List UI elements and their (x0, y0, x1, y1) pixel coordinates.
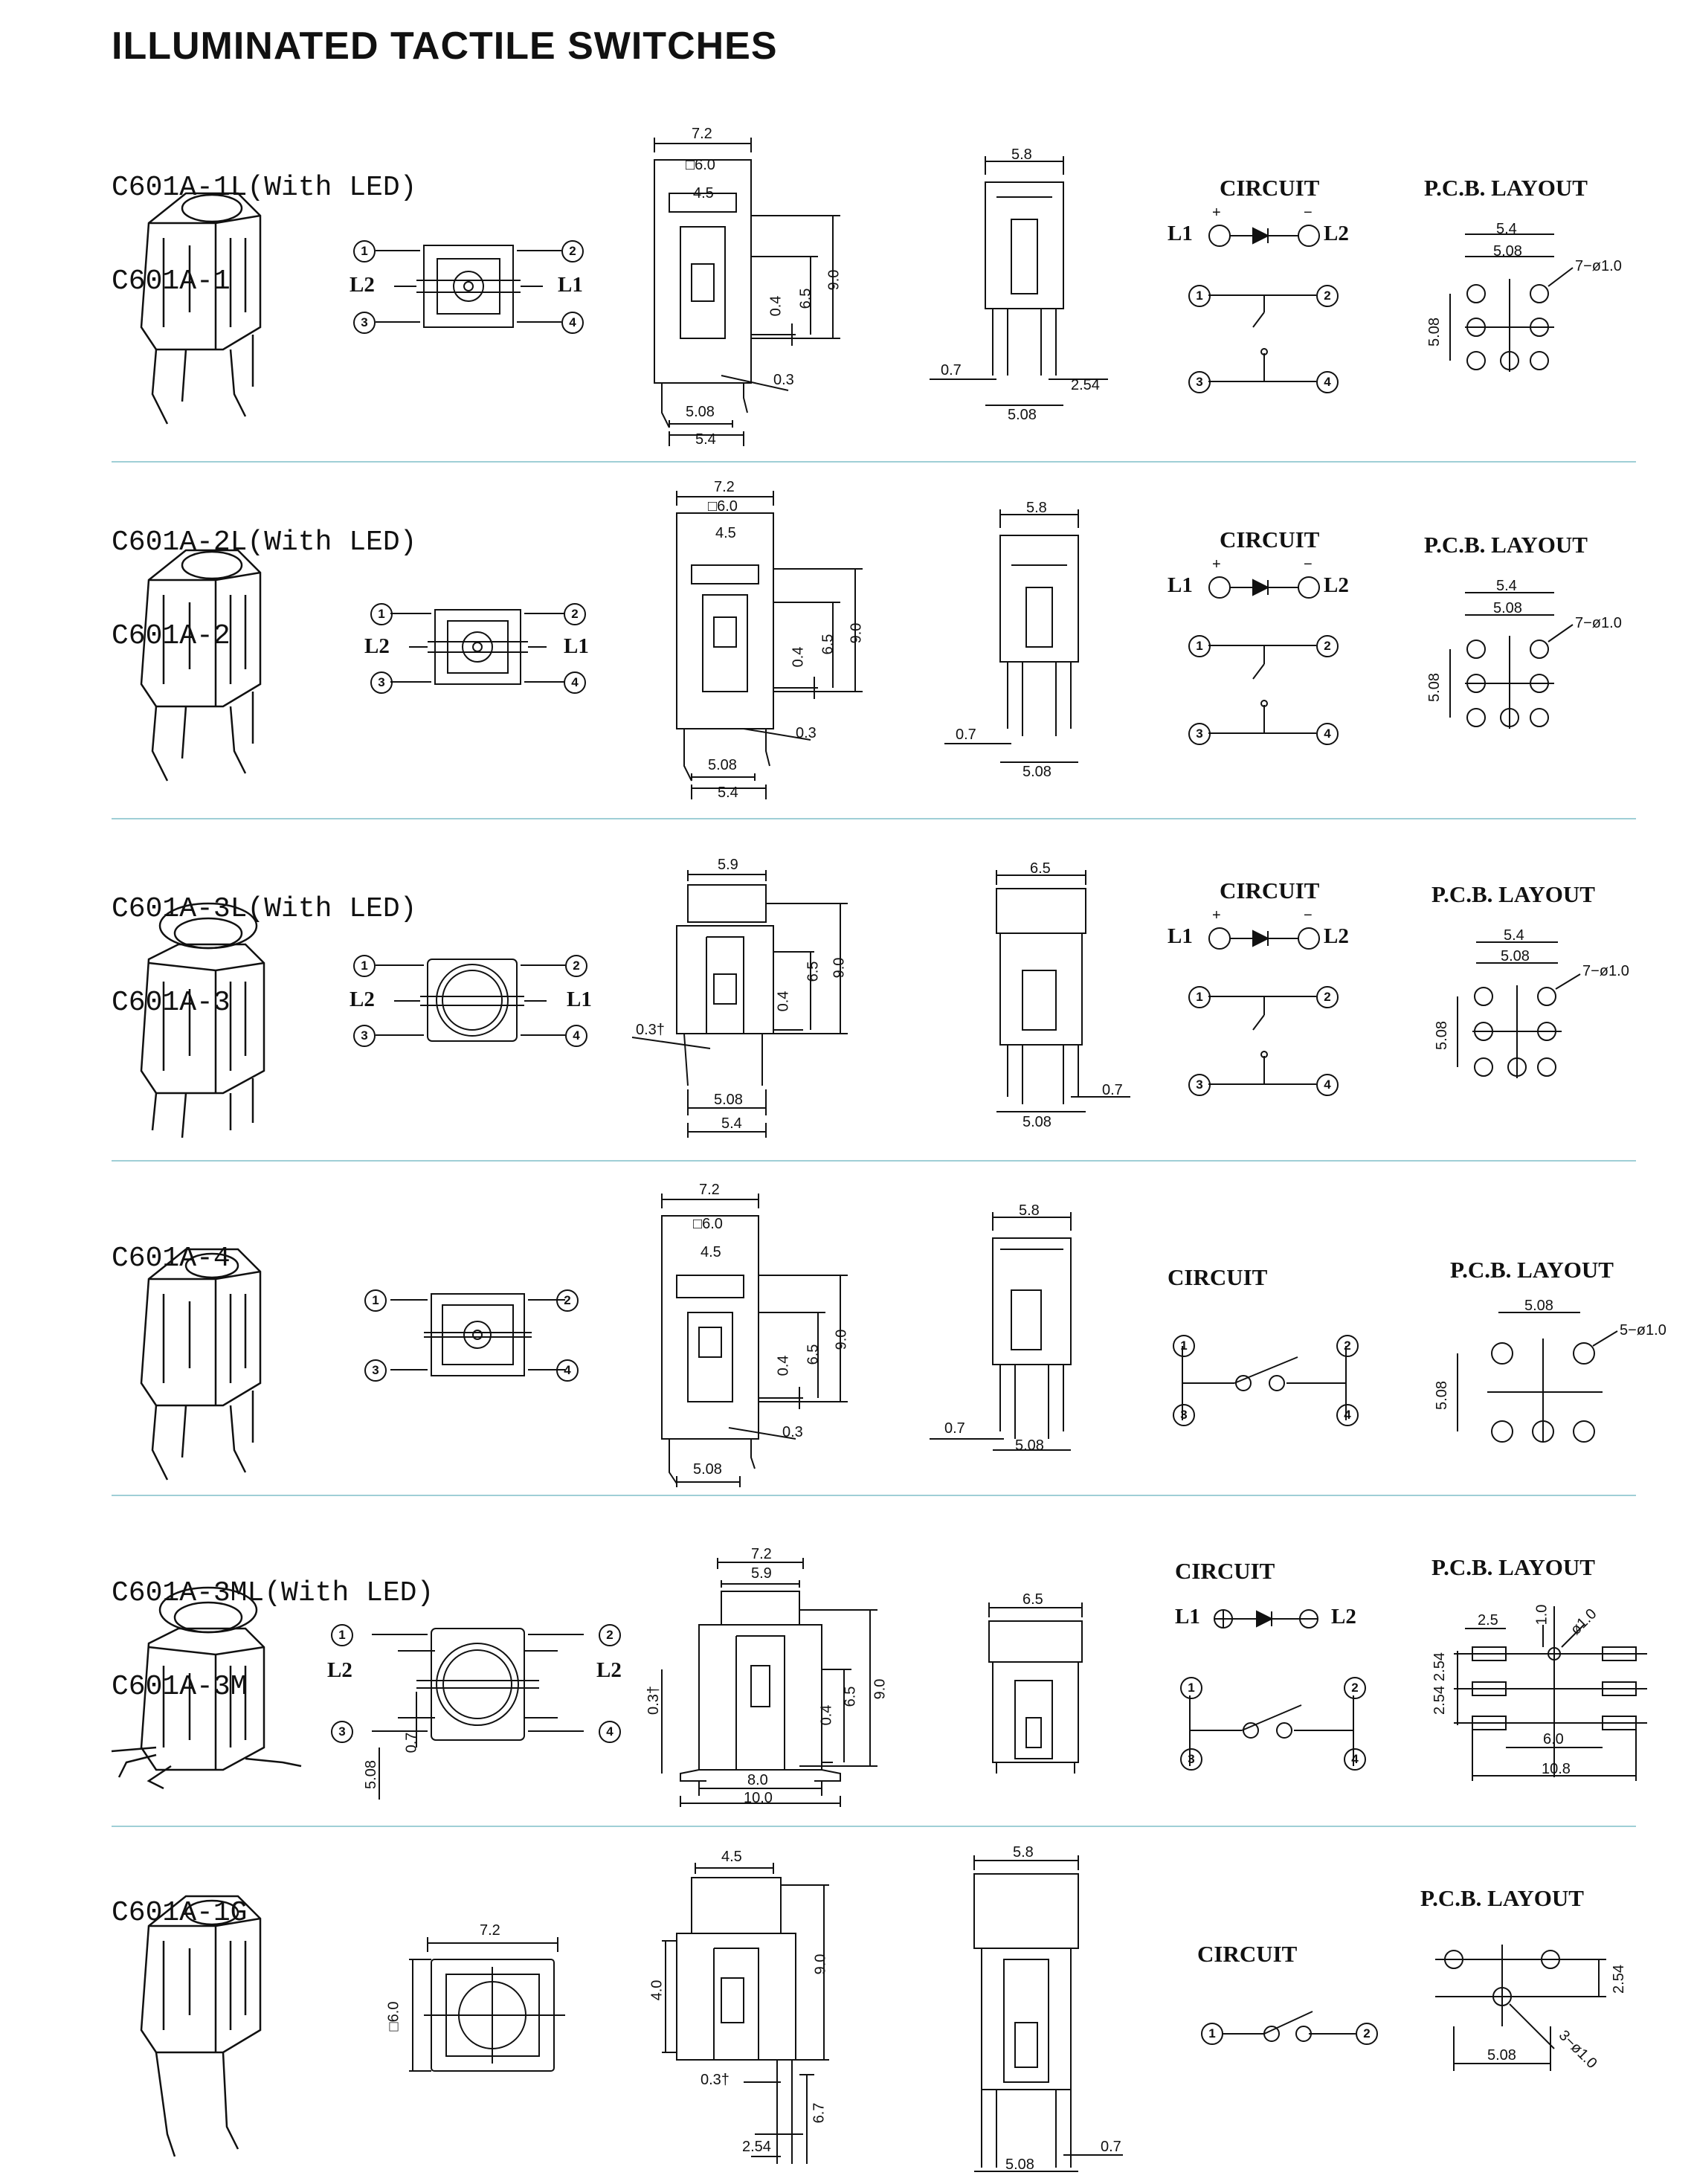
dim-pin-offset: 0.7 (956, 727, 976, 743)
l2-label: L2 (1331, 1605, 1356, 1629)
dim-holes: 7−ø1.0 (1575, 615, 1622, 631)
pin-3-label: 3 (1188, 1074, 1211, 1096)
dim-pin-spacing: 5.08 (362, 1760, 379, 1789)
circuit-title: CIRCUIT (1220, 175, 1320, 201)
pin-2-label: 2 (1316, 635, 1339, 657)
dim-angle: 0.3† (636, 1022, 665, 1038)
dim-height: 5.08 (1433, 1021, 1450, 1050)
dim-base-width: 5.4 (718, 785, 738, 801)
dim-width-outer: 5.4 (1496, 578, 1517, 594)
pin-4-label: 4 (556, 1359, 579, 1382)
model-line: C601A-3 (112, 987, 231, 1019)
dim-width: 5.08 (1524, 1298, 1553, 1314)
dim-width-outer: 5.4 (1496, 221, 1517, 237)
dim-width-total: 7.2 (714, 479, 735, 495)
dim-height-cap: 4.0 (648, 1980, 666, 2001)
dim-height-total: 9.0 (872, 1678, 889, 1700)
pin-2-label: 2 (599, 1624, 621, 1646)
dim-height-mid: 6.5 (797, 288, 814, 309)
model-line: C601A-2 (112, 620, 231, 652)
dim-height-total: 9.0 (825, 269, 843, 291)
front-view (632, 857, 855, 1145)
pin-1-label: 1 (1188, 635, 1211, 657)
dim-pitch-2: 2.54 (1431, 1686, 1448, 1715)
dim-width-inner: 5.08 (1493, 243, 1522, 260)
dim-pin-offset: 0.7 (941, 362, 962, 379)
dim-width-inner: 4.5 (693, 185, 714, 202)
pin-3-label: 3 (353, 1025, 376, 1047)
pin-2-label: 2 (564, 603, 586, 625)
dim-height-mid: 6.5 (805, 961, 822, 982)
dim-pin-spacing: 5.08 (1015, 1437, 1044, 1454)
dim-inner-width: 6.0 (1543, 1731, 1564, 1747)
pin-2-label: 2 (561, 240, 584, 262)
l1-label: L1 (1175, 1605, 1200, 1629)
pin-1-label: 1 (1173, 1335, 1195, 1357)
dim-width: 6.5 (1030, 860, 1051, 877)
dim-pin-spacing: 8.0 (747, 1772, 768, 1788)
plus-label: + (1212, 204, 1221, 221)
dim-height-mid: 6.5 (819, 634, 837, 655)
pcb-title: P.C.B. LAYOUT (1424, 532, 1588, 558)
dim-holes: 7−ø1.0 (1575, 258, 1622, 274)
dim-pin-spacing: 5.08 (686, 404, 715, 420)
model-line: C601A-2L(With LED) (112, 526, 417, 558)
pin-4-label: 4 (561, 312, 584, 334)
top-view (364, 1286, 595, 1383)
dim-width-total: 7.2 (692, 126, 712, 142)
front-view (640, 126, 863, 450)
dim-width-total: 7.2 (699, 1182, 720, 1198)
dim-height-small: 0.4 (775, 990, 792, 1012)
dim-pitch: 2.54 (1610, 1965, 1627, 1994)
l2-label: L2 (1324, 924, 1349, 948)
pin-1-label: 1 (1201, 2023, 1223, 2045)
minus-label: − (1304, 204, 1313, 221)
dim-height-total: 9.0 (848, 622, 865, 644)
top-view (387, 1922, 610, 2086)
dim-angle: 0.3 (782, 1424, 803, 1440)
dim-width-inner: 4.5 (715, 525, 736, 541)
l2-label: L2 (350, 988, 375, 1011)
pin-1-label: 1 (331, 1624, 353, 1646)
l2-label: L2 (1324, 222, 1349, 245)
l1-label: L1 (1168, 573, 1193, 597)
pcb-layout (1405, 175, 1629, 376)
pin-1-label: 1 (364, 1289, 387, 1312)
isometric-view (134, 892, 283, 1145)
pcb-layout (1405, 532, 1629, 732)
dim-pin-spacing: 5.08 (1022, 1114, 1051, 1130)
dim-lead-height: 6.7 (811, 2102, 828, 2124)
pin-3-label: 3 (1173, 1404, 1195, 1426)
isometric-view (134, 1881, 283, 2164)
pin-2-label: 2 (1344, 1677, 1366, 1699)
l2-label-right: L2 (596, 1658, 622, 1682)
circuit-title: CIRCUIT (1168, 1264, 1268, 1290)
dim-pin-spacing: 5.08 (693, 1461, 722, 1478)
model-line: C601A-3L(With LED) (112, 893, 417, 925)
dim-width: 5.8 (1013, 1844, 1034, 1861)
pcb-layout (1424, 1554, 1669, 1792)
dim-pad-offset: 1.0 (1533, 1604, 1550, 1626)
front-view (647, 1182, 870, 1498)
dim-base-width: 5.4 (721, 1115, 742, 1132)
pin-1-label: 1 (370, 603, 393, 625)
pcb-layout (1428, 1257, 1688, 1450)
circuit-title: CIRCUIT (1175, 1558, 1275, 1584)
circuit-title: CIRCUIT (1220, 877, 1320, 903)
pin-3-label: 3 (331, 1721, 353, 1743)
plus-label: + (1212, 556, 1221, 573)
l2-label: L2 (350, 273, 375, 297)
pin-4-label: 4 (565, 1025, 587, 1047)
circuit-diagram (1194, 1941, 1387, 2052)
dim-height-mid: 6.5 (805, 1344, 822, 1365)
dim-height-small: 0.4 (767, 295, 785, 317)
pcb-title: P.C.B. LAYOUT (1424, 175, 1588, 201)
dim-pin-offset: 0.7 (403, 1732, 420, 1753)
pin-3-label: 3 (1188, 371, 1211, 393)
l1-label: L1 (567, 988, 592, 1011)
dim-height-total: 9.0 (833, 1329, 850, 1350)
circuit-title: CIRCUIT (1197, 1941, 1298, 1967)
pin-2-label: 2 (556, 1289, 579, 1312)
dim-pin-spacing: 5.08 (1008, 407, 1037, 423)
model-line: C601A-3M (112, 1671, 248, 1703)
pcb-title: P.C.B. LAYOUT (1431, 881, 1595, 907)
top-view (327, 1614, 640, 1807)
dim-height-total: 9.0 (812, 1953, 829, 1975)
isometric-view (134, 535, 283, 788)
dim-pin-spacing: 5.08 (1005, 2156, 1034, 2173)
dim-pin-offset: 0.7 (944, 1420, 965, 1437)
section-divider (112, 1495, 1636, 1496)
pin-4-label: 4 (564, 671, 586, 694)
pin-1-label: 1 (1188, 986, 1211, 1008)
pin-3-label: 3 (1188, 723, 1211, 745)
pin-4-label: 4 (1316, 371, 1339, 393)
pin-2-label: 2 (1356, 2023, 1378, 2045)
pin-1-label: 1 (353, 240, 376, 262)
pin-1-label: 1 (353, 955, 376, 977)
dim-width-square: □6.0 (686, 157, 715, 173)
section-divider (112, 461, 1636, 463)
dim-pin-spacing: 5.08 (714, 1092, 743, 1108)
top-view (364, 599, 595, 695)
dim-height: □6.0 (385, 2001, 402, 2032)
model-line: C601A-4 (112, 1243, 231, 1275)
section-divider (112, 1160, 1636, 1162)
model-line: C601A-1 (112, 265, 231, 297)
dim-width-square: □6.0 (708, 498, 738, 515)
minus-label: − (1304, 556, 1313, 573)
dim-pin-spacing: 5.08 (708, 757, 737, 773)
pin-3-label: 3 (370, 671, 393, 694)
front-view (662, 479, 885, 803)
pin-3-label: 3 (353, 312, 376, 334)
l1-label: L1 (558, 273, 583, 297)
pin-4-label: 4 (599, 1721, 621, 1743)
circuit-title: CIRCUIT (1220, 526, 1320, 553)
dim-pitch-1: 2.54 (1431, 1652, 1448, 1681)
dim-base-width: 10.0 (744, 1790, 773, 1806)
page-title: ILLUMINATED TACTILE SWITCHES (112, 25, 778, 68)
dim-width: 5.08 (1487, 2047, 1516, 2064)
dim-height: 5.08 (1433, 1381, 1450, 1410)
dim-height: 5.08 (1426, 318, 1443, 347)
dim-angle: 0.3† (645, 1686, 662, 1715)
dim-width: 6.5 (1022, 1591, 1043, 1608)
dim-pin-spacing: 2.54 (742, 2139, 771, 2155)
isometric-view (104, 1576, 312, 1792)
pin-4-label: 4 (1316, 1074, 1339, 1096)
dim-width: 5.8 (1011, 146, 1032, 163)
section-divider (112, 818, 1636, 819)
front-view (645, 1546, 892, 1811)
top-view (350, 234, 595, 338)
dim-holes: 5−ø1.0 (1620, 1322, 1666, 1339)
pcb-layout (1413, 1885, 1651, 2116)
isometric-view (134, 178, 283, 431)
pin-4-label: 4 (1316, 723, 1339, 745)
side-view (967, 1844, 1160, 2179)
top-view (350, 952, 595, 1048)
pcb-layout (1413, 881, 1636, 1082)
pin-2-label: 2 (1336, 1335, 1359, 1357)
side-view (982, 1591, 1101, 1777)
side-view (944, 500, 1138, 788)
dim-width-cap: 5.9 (751, 1565, 772, 1582)
dim-angle: 0.3† (701, 2072, 730, 2088)
pin-2-label: 2 (565, 955, 587, 977)
dim-width-total: 5.9 (718, 857, 738, 873)
dim-lead: 0.7 (1102, 1082, 1123, 1098)
dim-width: 4.5 (721, 1849, 742, 1865)
dim-outer-width: 10.8 (1542, 1761, 1571, 1777)
section-divider (112, 1826, 1636, 1827)
l2-label: L2 (364, 634, 390, 658)
dim-angle: 0.3 (796, 725, 817, 741)
dim-width: 7.2 (480, 1922, 500, 1939)
pcb-title: P.C.B. LAYOUT (1431, 1554, 1595, 1580)
l1-label: L1 (564, 634, 589, 658)
side-view (930, 146, 1123, 435)
dim-height-small: 0.4 (818, 1704, 835, 1726)
pcb-title: P.C.B. LAYOUT (1450, 1257, 1614, 1283)
dim-width-outer: 5.4 (1504, 927, 1524, 944)
pin-3-label: 3 (364, 1359, 387, 1382)
dim-width-inner: 5.08 (1501, 948, 1530, 964)
dim-lead: 2.54 (1071, 377, 1100, 393)
model-line: C601A-3ML(With LED) (112, 1577, 434, 1609)
l1-label: L1 (1168, 222, 1193, 245)
dim-hole: ø1.0 (1567, 1605, 1600, 1639)
circuit-diagram (1171, 1558, 1394, 1774)
dim-pad-width: 2.5 (1478, 1612, 1498, 1629)
dim-height-small: 0.4 (790, 646, 807, 668)
dim-width-inner: 5.08 (1493, 600, 1522, 616)
l2-label: L2 (1324, 573, 1349, 597)
pin-2-label: 2 (1316, 986, 1339, 1008)
dim-height-total: 9.0 (831, 957, 848, 979)
pin-2-label: 2 (1316, 285, 1339, 307)
pin-4-label: 4 (1344, 1748, 1366, 1771)
minus-label: − (1304, 907, 1313, 924)
dim-pin-spacing: 5.08 (1022, 764, 1051, 780)
dim-width-total: 7.2 (751, 1546, 772, 1562)
circuit-diagram (1168, 877, 1391, 1101)
isometric-view (134, 1234, 283, 1487)
side-view (982, 860, 1175, 1141)
side-view (930, 1202, 1123, 1469)
pin-1-label: 1 (1180, 1677, 1202, 1699)
dim-angle: 0.3 (773, 372, 794, 388)
circuit-diagram (1168, 175, 1391, 398)
model-line: C601A-1L(With LED) (112, 172, 417, 204)
dim-lead: 0.7 (1101, 2139, 1121, 2155)
circuit-diagram (1164, 1264, 1387, 1443)
dim-height: 5.08 (1426, 673, 1443, 702)
l1-label: L1 (1168, 924, 1193, 948)
l2-label: L2 (327, 1658, 352, 1682)
dim-height-mid: 6.5 (842, 1686, 859, 1707)
circuit-diagram (1168, 526, 1391, 750)
pcb-title: P.C.B. LAYOUT (1420, 1885, 1584, 1911)
dim-width: 5.8 (1019, 1202, 1040, 1219)
dim-width-square: □6.0 (693, 1216, 723, 1232)
pin-1-label: 1 (1188, 285, 1211, 307)
pin-4-label: 4 (1336, 1404, 1359, 1426)
dim-width: 5.8 (1026, 500, 1047, 516)
model-line: C601A-1G (112, 1897, 248, 1929)
dim-base-width: 5.4 (695, 431, 716, 448)
dim-holes: 3−ø1.0 (1555, 2027, 1600, 2072)
dim-height-small: 0.4 (775, 1355, 792, 1376)
front-view (647, 1844, 840, 2171)
pin-3-label: 3 (1180, 1748, 1202, 1771)
dim-holes: 7−ø1.0 (1582, 963, 1629, 979)
dim-width-inner: 4.5 (701, 1244, 721, 1260)
plus-label: + (1212, 907, 1221, 924)
